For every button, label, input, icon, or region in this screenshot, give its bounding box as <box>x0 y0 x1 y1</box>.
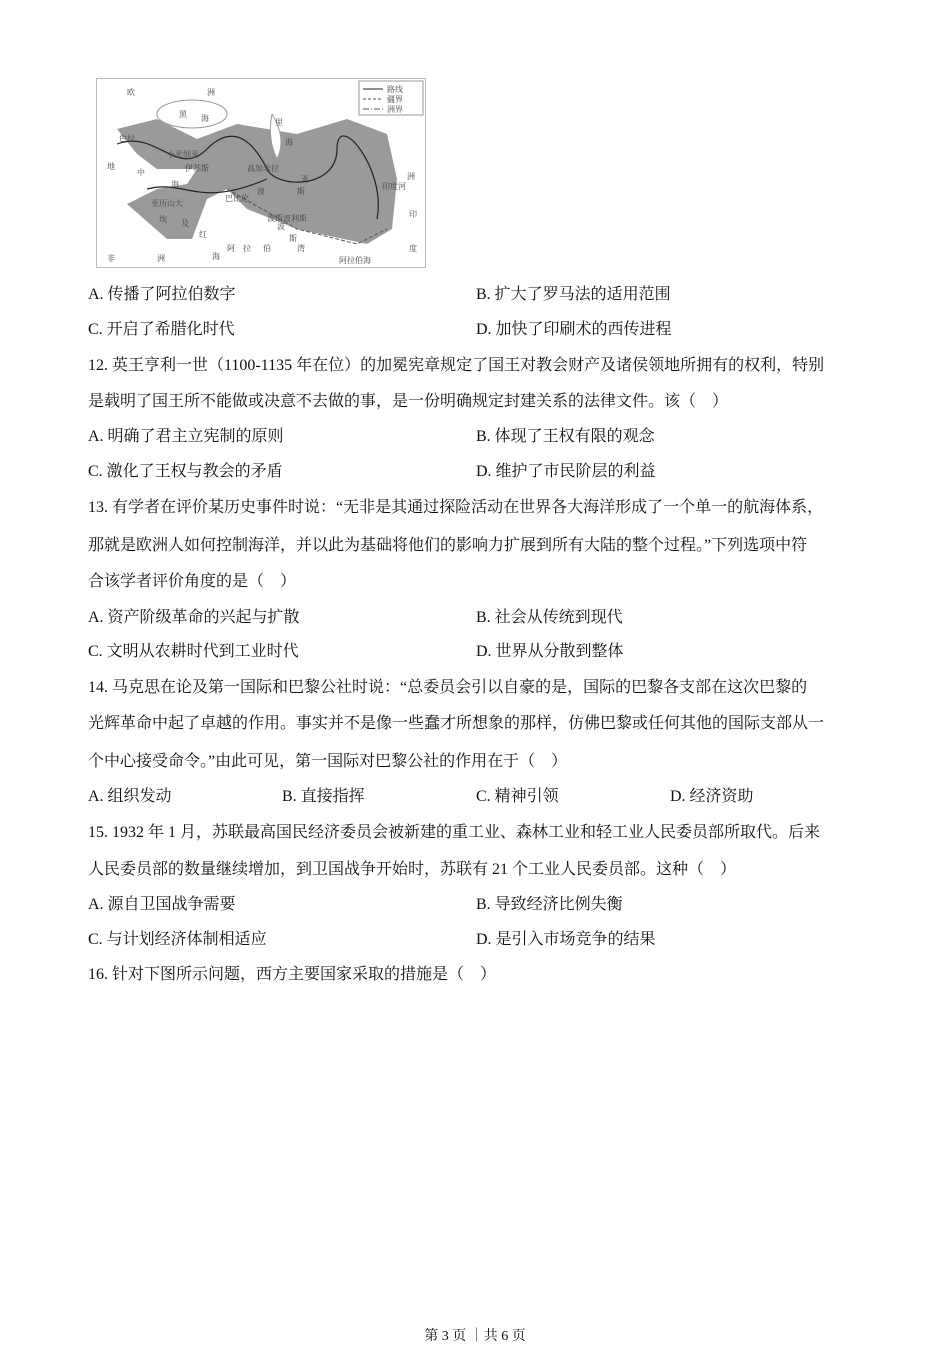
svg-text:伊苏斯: 伊苏斯 <box>185 164 209 173</box>
svg-text:欧: 欧 <box>127 88 135 97</box>
q13-option-a: A. 资产阶级革命的兴起与扩散 <box>88 609 300 626</box>
svg-text:湾: 湾 <box>297 244 305 253</box>
svg-text:海: 海 <box>171 180 179 189</box>
svg-text:路线: 路线 <box>387 85 403 94</box>
q12-option-b: B. 体现了王权有限的观念 <box>476 428 655 445</box>
svg-text:波: 波 <box>257 187 265 196</box>
svg-text:阿拉伯海: 阿拉伯海 <box>339 256 371 265</box>
q14-stem: 14. 马克思在论及第一国际和巴黎公社时说：“总委员会引以自豪的是，国际的巴黎各支部在这次巴黎的 <box>88 679 808 696</box>
svg-text:洲界: 洲界 <box>387 105 403 114</box>
svg-text:洲: 洲 <box>207 88 215 97</box>
svg-text:红: 红 <box>199 230 207 239</box>
q14-stem: 个中心接受命令。”由此可见，第一国际对巴黎公社的作用在于（ ） <box>88 753 568 770</box>
q11-option-b: B. 扩大了罗马法的适用范围 <box>476 286 671 303</box>
svg-text:斯: 斯 <box>297 187 305 196</box>
svg-text:斯: 斯 <box>289 234 297 243</box>
svg-text:洲: 洲 <box>407 172 415 181</box>
q13-option-c: C. 文明从农耕时代到工业时代 <box>88 643 299 660</box>
svg-text:非: 非 <box>107 254 115 263</box>
empire-region <box>117 119 397 244</box>
q14-option-c: C. 精神引领 <box>476 788 559 805</box>
svg-text:中: 中 <box>137 168 145 177</box>
svg-text:小亚细亚: 小亚细亚 <box>167 150 199 159</box>
q15-option-c: C. 与计划经济体制相适应 <box>88 931 267 948</box>
q11-option-a: A. 传播了阿拉伯数字 <box>88 286 236 303</box>
svg-text:黑: 黑 <box>179 110 187 119</box>
svg-text:拉: 拉 <box>243 244 251 253</box>
svg-text:亚历山大: 亚历山大 <box>151 199 183 208</box>
q13-stem: 13. 有学者在评价某历史事件时说：“无非是其通过探险活动在世界各大海洋形成了一个单一的航海体系， <box>88 499 824 516</box>
q12-stem: 12. 英王亨利一世（1100-1135 年在位）的加冕宪章规定了国王对教会财产及诸侯领地所拥有的权利，特别 <box>88 357 825 374</box>
q15-stem: 人民委员部的数量继续增加，到卫国战争开始时，苏联有 21 个工业人民委员部。这种（ ） <box>88 861 737 878</box>
q13-option-b: B. 社会从传统到现代 <box>476 609 623 626</box>
svg-text:洲: 洲 <box>157 254 165 263</box>
svg-text:印度河: 印度河 <box>382 182 406 191</box>
svg-text:波斯波利斯: 波斯波利斯 <box>267 214 307 223</box>
q15-option-d: D. 是引入市场竞争的结果 <box>476 931 656 948</box>
svg-text:波: 波 <box>277 222 285 231</box>
svg-text:地: 地 <box>107 162 115 171</box>
q16-stem: 16. 针对下图所示问题，西方主要国家采取的措施是（ ） <box>88 966 497 983</box>
q13-stem: 那就是欧洲人如何控制海洋，并以此为基础将他们的影响力扩展到所有大陆的整个过程。”下列选项中符 <box>88 537 808 554</box>
svg-text:埃: 埃 <box>159 215 167 224</box>
q12-option-a: A. 明确了君主立宪制的原则 <box>88 428 284 445</box>
svg-text:海: 海 <box>285 138 293 147</box>
q13-option-d: D. 世界从分散到整体 <box>476 643 624 660</box>
q15-stem: 15. 1932 年 1 月，苏联最高国民经济委员会被新建的重工业、森林工业和轻工业人民委员部所取代。后来 <box>88 824 821 841</box>
q15-option-b: B. 导致经济比例失衡 <box>476 896 623 913</box>
svg-text:里: 里 <box>275 118 283 127</box>
q13-stem: 合该学者评价角度的是（ ） <box>88 573 297 590</box>
q14-option-a: A. 组织发动 <box>88 788 172 805</box>
svg-text:色拉: 色拉 <box>119 134 135 143</box>
q15-option-a: A. 源自卫国战争需要 <box>88 896 236 913</box>
svg-text:印: 印 <box>409 210 417 219</box>
svg-text:海: 海 <box>212 252 220 261</box>
q12-option-d: D. 维护了市民阶层的利益 <box>476 463 656 480</box>
map-graphic <box>97 79 425 267</box>
svg-text:亚: 亚 <box>301 175 309 184</box>
svg-text:海: 海 <box>201 114 209 123</box>
alexander-campaign-map <box>96 78 426 268</box>
q12-option-c: C. 激化了王权与教会的矛盾 <box>88 463 283 480</box>
page-footer: 第 3 页 ｜共 6 页 <box>424 1329 526 1344</box>
black-sea <box>157 100 227 128</box>
q14-option-b: B. 直接指挥 <box>282 788 365 805</box>
svg-text:疆界: 疆界 <box>387 95 403 104</box>
q14-stem: 光辉革命中起了卓越的作用。事实并不是像一些蠢才所想象的那样，仿佛巴黎或任何其他的国际支部从一 <box>88 715 825 732</box>
q11-option-c: C. 开启了希腊化时代 <box>88 321 235 338</box>
svg-text:巴比伦: 巴比伦 <box>225 194 249 203</box>
svg-text:阿: 阿 <box>227 244 235 253</box>
svg-text:高加米拉: 高加米拉 <box>247 164 279 173</box>
svg-text:度: 度 <box>409 244 417 253</box>
svg-text:及: 及 <box>181 219 189 228</box>
q14-option-d: D. 经济资助 <box>670 788 754 805</box>
svg-text:伯: 伯 <box>263 244 271 253</box>
q11-option-d: D. 加快了印刷术的西传进程 <box>476 321 672 338</box>
q12-stem: 是载明了国王所不能做或决意不去做的事，是一份明确规定封建关系的法律文件。该（ ） <box>88 393 729 410</box>
